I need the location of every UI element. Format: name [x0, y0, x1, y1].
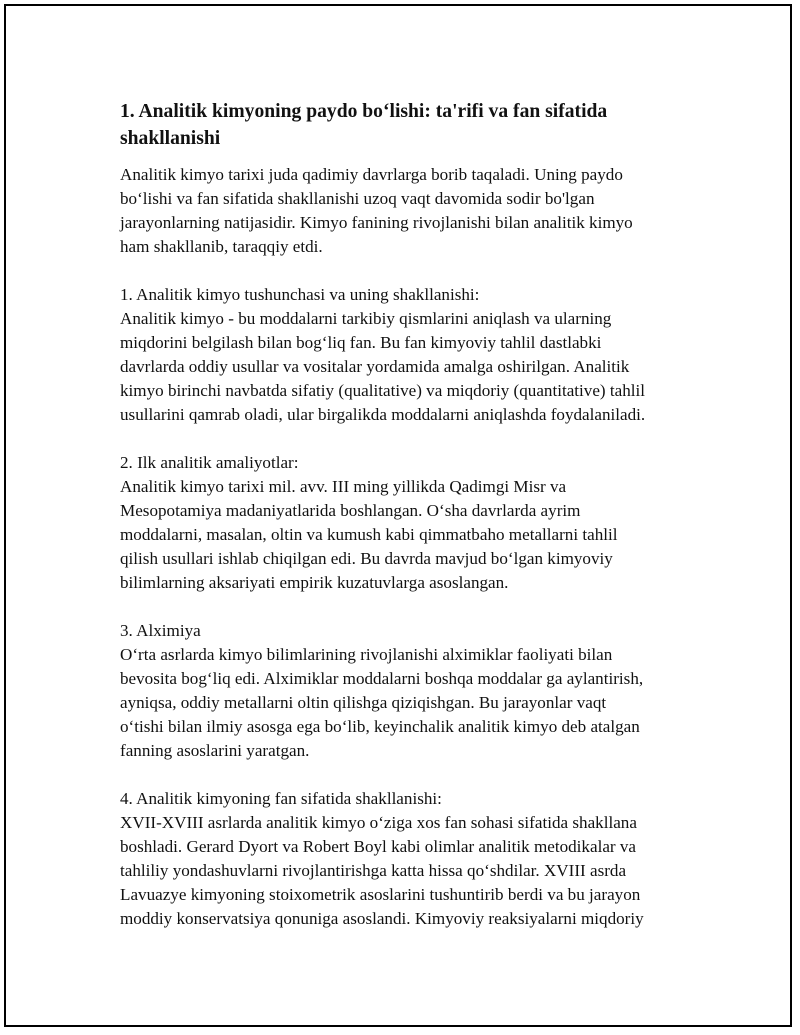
text-line: moddiy konservatsiya qonuniga asoslandi. Kimyoviy reaksiyalarni miqdoriy: [120, 909, 644, 928]
text-line: davrlarda oddiy usullar va vositalar yordamida amalga oshirilgan. Analitik: [120, 357, 630, 376]
text-line: qilish usullari ishlab chiqilgan edi. Bu davrda mavjud bo‘lgan kimyoviy: [120, 549, 613, 568]
text-line: jarayonlarning natijasidir. Kimyo fanining rivojlanishi bilan analitik kimyo: [120, 213, 633, 232]
text-line: moddalarni, masalan, oltin va kumush kabi qimmatbaho metallarni tahlil: [120, 525, 618, 544]
title-line: 1. Analitik kimyoning paydo bo‘lishi: ta'rifi va fan sifatida: [120, 101, 608, 122]
text-line: Analitik kimyo - bu moddalarni tarkibiy qismlarini aniqlash va ularning: [120, 309, 612, 328]
text-line: bevosita bog‘liq edi. Alximiklar moddalarni boshqa moddalar ga aylantirish,: [120, 669, 644, 688]
text-line: boshladi. Gerard Dyort va Robert Boyl kabi olimlar analitik metodikalar va: [120, 837, 637, 856]
paragraph-section-4: [120, 787, 700, 931]
text-line: Analitik kimyo tarixi juda qadimiy davrlarga borib taqaladi. Uning paydo: [120, 165, 623, 184]
paragraph-intro: [120, 163, 700, 259]
text-line: O‘rta asrlarda kimyo bilimlarining rivojlanishi alximiklar faoliyati bilan: [120, 645, 613, 664]
paragraph-section-3: [120, 619, 700, 763]
text-line: XVII-XVIII asrlarda analitik kimyo o‘ziga xos fan sohasi sifatida shakllana: [120, 813, 637, 832]
paragraph-section-2: [120, 451, 700, 595]
document-body: [120, 98, 700, 955]
text-line: ham shakllanib, taraqqiy etdi.: [120, 237, 323, 256]
text-line: usullarini qamrab oladi, ular birgalikda moddalarni aniqlashda foydalaniladi.: [120, 405, 646, 424]
title-line: shakllanishi: [120, 128, 221, 149]
page-title: [120, 98, 700, 152]
page-frame: [4, 4, 792, 1027]
text-line: Mesopotamiya madaniyatlarida boshlangan. O‘sha davrlarda ayrim: [120, 501, 581, 520]
text-line: Lavuazye kimyoning stoixometrik asoslarini tushuntirib berdi va bu jarayon: [120, 885, 641, 904]
text-line: bo‘lishi va fan sifatida shakllanishi uzoq vaqt davomida sodir bo'lgan: [120, 189, 595, 208]
text-line: kimyo birinchi navbatda sifatiy (qualitative) va miqdoriy (quantitative) tahlil: [120, 381, 646, 400]
section-heading: 1. Analitik kimyo tushunchasi va uning shakllanishi:: [120, 285, 480, 304]
section-heading: 3. Alximiya: [120, 621, 201, 640]
section-heading: 2. Ilk analitik amaliyotlar:: [120, 453, 299, 472]
text-line: Analitik kimyo tarixi mil. avv. III ming yillikda Qadimgi Misr va: [120, 477, 567, 496]
text-line: fanning asoslarini yaratgan.: [120, 741, 310, 760]
paragraph-section-1: [120, 283, 700, 427]
section-heading: 4. Analitik kimyoning fan sifatida shakllanishi:: [120, 789, 442, 808]
text-line: tahliliy yondashuvlarni rivojlantirishga katta hissa qo‘shdilar. XVIII asrda: [120, 861, 627, 880]
text-line: ayniqsa, oddiy metallarni oltin qilishga qiziqishgan. Bu jarayonlar vaqt: [120, 693, 607, 712]
text-line: miqdorini belgilash bilan bog‘liq fan. Bu fan kimyoviy tahlil dastlabki: [120, 333, 602, 352]
text-line: o‘tishi bilan ilmiy asosga ega bo‘lib, keyinchalik analitik kimyo deb atalgan: [120, 717, 640, 736]
text-line: bilimlarning aksariyati empirik kuzatuvlarga asoslangan.: [120, 573, 509, 592]
